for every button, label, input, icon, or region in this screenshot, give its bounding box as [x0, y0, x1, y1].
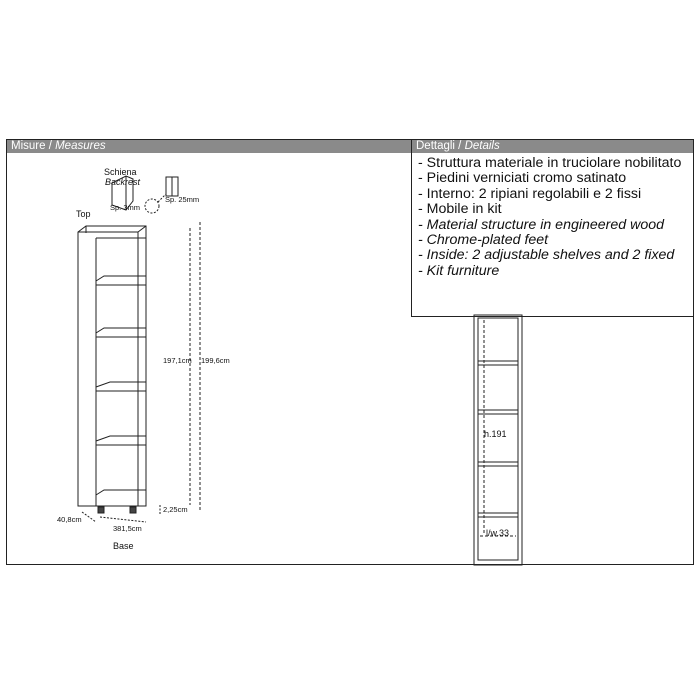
feet-height-label: 2,25cm: [163, 505, 188, 514]
detail-item: - Chrome-plated feet: [418, 232, 549, 249]
bookcase-body: [78, 226, 146, 513]
height-inner-label: 197,1cm: [163, 356, 192, 365]
detail-item: - Material structure in engineered wood: [418, 216, 665, 233]
detail-item: - Struttura materiale in truciolare nobilitato: [418, 155, 682, 171]
details-header: Dettagli / Details: [411, 140, 693, 153]
schiena-label: Schiena: [104, 167, 137, 177]
back-thickness-label: Sp. 3mm: [110, 203, 141, 212]
detail-item: - Inside: 2 adjustable shelves and 2 fixed: [418, 247, 675, 264]
measures-header: Misure / Measures: [7, 140, 411, 153]
front-height-label: h.191: [484, 429, 507, 439]
top-label: Top: [76, 209, 91, 219]
front-width-label: l/w.33: [486, 528, 510, 538]
detail-item: - Piedini verniciati cromo satinato: [418, 170, 627, 187]
height-total-label: 199,6cm: [201, 356, 230, 365]
depth-line: [82, 512, 96, 522]
detail-item: - Mobile in kit: [418, 201, 502, 218]
width-label: 381,5cm: [113, 524, 142, 533]
width-line: [100, 517, 146, 522]
backrest-label: Backrest: [105, 177, 141, 187]
magnifier-circle: [145, 199, 159, 213]
detail-item: - Interno: 2 ripiani regolabili e 2 fissi: [418, 185, 642, 202]
base-label: Base: [113, 541, 134, 551]
depth-label: 40,8cm: [57, 515, 82, 524]
panel-thickness-label: Sp. 25mm: [165, 195, 200, 204]
detail-item: - Kit furniture: [418, 262, 500, 279]
